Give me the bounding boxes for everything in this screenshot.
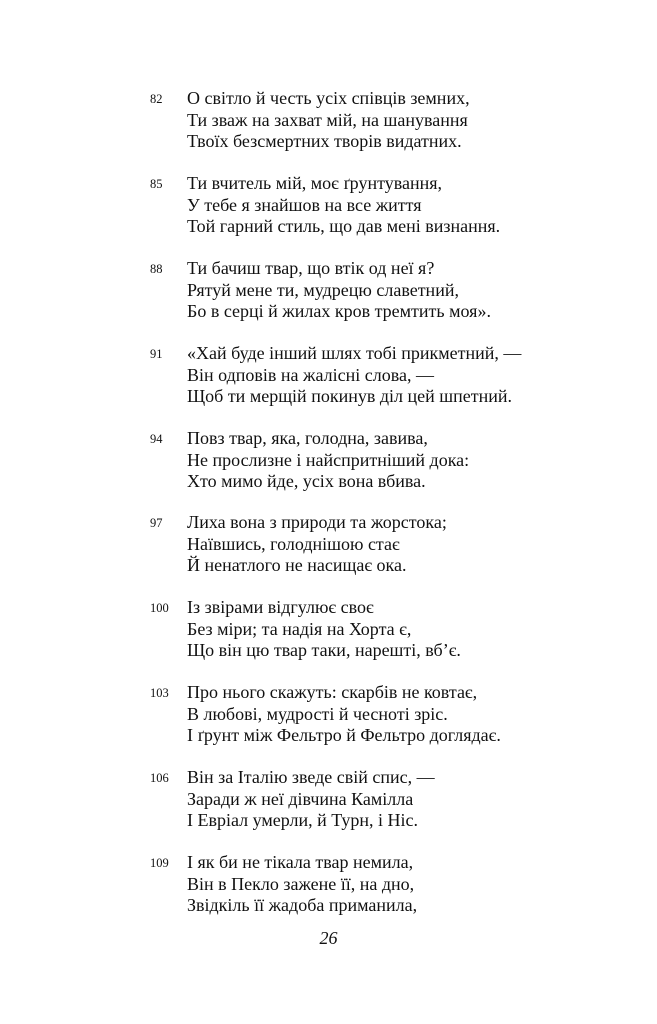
- verse-line: Не прослизне і найспритніший дока:: [187, 449, 470, 470]
- verse-line: І як би не тікала твар немила,: [187, 852, 414, 872]
- stanza-lines: [187, 88, 627, 153]
- verse-line: О світло й честь усіх співців земних,: [187, 88, 470, 108]
- verse-line: Із звірами відгулює своє: [187, 597, 374, 617]
- verse-line: Бо в серці й жилах кров тремтить моя».: [187, 301, 491, 321]
- line-number: 91: [150, 347, 163, 361]
- verse-line: Ти бачиш твар, що втік од неї я?: [187, 258, 435, 278]
- verse-line: В любові, мудрості й чесноті зріс.: [187, 703, 448, 724]
- verse-line: Ти вчитель мій, моє ґрунтування,: [187, 173, 443, 193]
- stanza-lines: [187, 343, 627, 408]
- verse-line: Той гарний стиль, що дав мені визнання.: [187, 216, 501, 236]
- stanza-lines: [187, 428, 627, 493]
- verse-line: Повз твар, яка, голодна, завива,: [187, 428, 428, 448]
- verse-line: І Евріал умерли, й Турн, і Ніс.: [187, 810, 418, 830]
- verse-line: Заради ж неї дівчина Камілла: [187, 788, 414, 809]
- verse-line: Без міри; та надія на Хорта є,: [187, 618, 412, 639]
- verse-line: Щоб ти мерщій покинув діл цей шпетний.: [187, 386, 512, 406]
- line-number: 94: [150, 432, 163, 446]
- verse-line: У тебе я знайшов на все життя: [187, 194, 422, 215]
- verse-line: «Хай буде інший шлях тобі прикметний, —: [187, 343, 522, 363]
- verse-line: Хто мимо йде, усіх вона вбива.: [187, 471, 426, 491]
- stanza-lines: [187, 512, 627, 577]
- verse-line: Наївшись, голоднішою стає: [187, 533, 400, 554]
- page-number: 26: [319, 928, 338, 948]
- stanza-lines: [187, 258, 627, 323]
- verse-line: Про нього скажуть: скарбів не ковтає,: [187, 682, 478, 702]
- verse-line: Рятуй мене ти, мудрецю славетний,: [187, 279, 459, 300]
- stanza-lines: [187, 597, 627, 662]
- stanza-lines: [187, 852, 627, 917]
- stanza-lines: [187, 173, 627, 238]
- verse-line: Що він цю твар таки, нарешті, вб’є.: [187, 640, 461, 660]
- verse-line: Він в Пекло зажене її, на дно,: [187, 873, 415, 894]
- verse-line: Твоїх безсмертних творів видатних.: [187, 131, 462, 151]
- verse-line: Й ненатлого не насищає ока.: [187, 555, 407, 575]
- line-number: 88: [150, 262, 163, 276]
- line-number: 100: [150, 601, 169, 615]
- line-number: 97: [150, 516, 163, 530]
- stanza-lines: [187, 767, 627, 832]
- verse-line: Він одповів на жалісні слова, —: [187, 364, 434, 385]
- verse-line: Звідкіль її жадоба приманила,: [187, 895, 418, 915]
- verse-line: І ґрунт між Фельтро й Фельтро доглядає.: [187, 725, 501, 745]
- line-number: 85: [150, 177, 163, 191]
- line-number: 103: [150, 686, 169, 700]
- verse-line: Лиха вона з природи та жорстока;: [187, 512, 447, 532]
- verse-line: Ти зваж на захват мій, на шанування: [187, 109, 468, 130]
- line-number: 106: [150, 771, 169, 785]
- verse-line: Він за Італію зведе свій спис, —: [187, 767, 435, 787]
- line-number: 82: [150, 92, 163, 106]
- stanza-lines: [187, 682, 627, 747]
- line-number: 109: [150, 856, 169, 870]
